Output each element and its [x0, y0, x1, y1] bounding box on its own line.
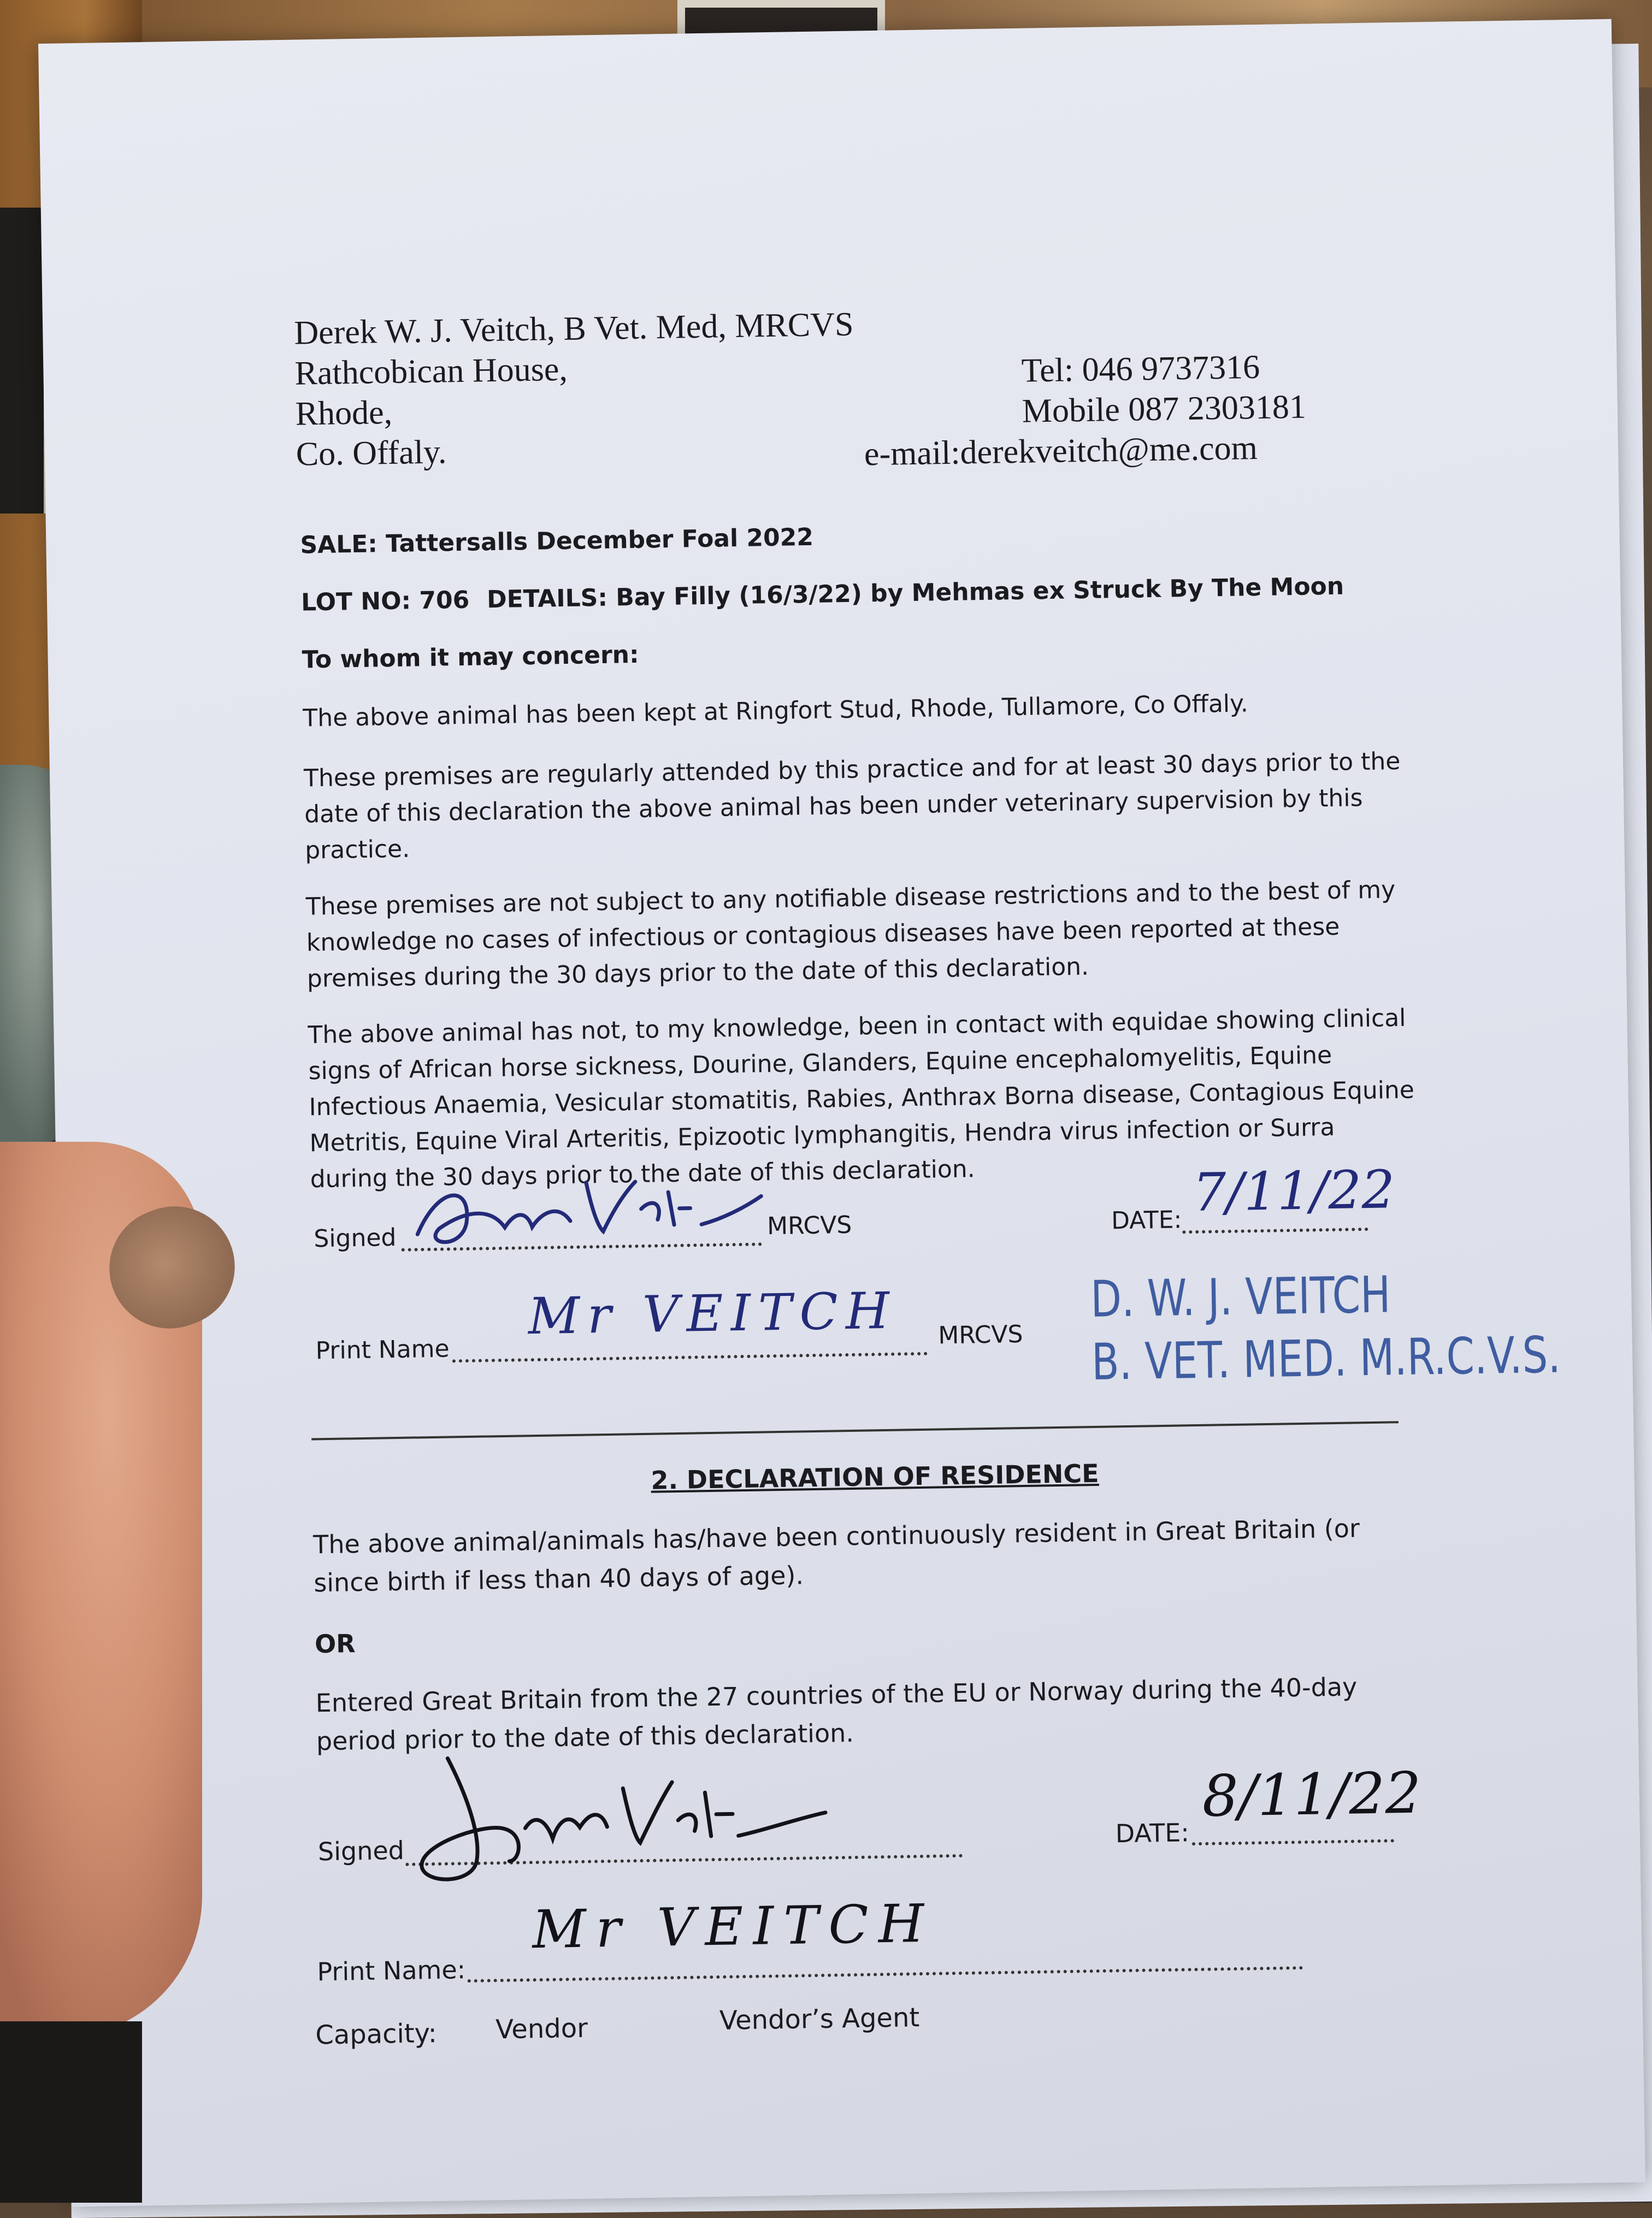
sale-line: SALE: Tattersalls December Foal 2022 — [300, 523, 814, 559]
section2-para1: The above animal/animals has/have been continuously resident in Great Britain (or since birth if less than 40 days of age). — [312, 1513, 1360, 1598]
paragraph-restrictions: These premises are not subject to any notifiable disease restrictions and to the best of my knowledge no cases of infectious or contagious diseases have been reported at these premises during the 30 days prior to the date of this declaration. — [305, 876, 1396, 993]
mrcvs-label-2: MRCVS — [937, 1320, 1023, 1350]
letterhead-email: e-mail:derekveitch@me.com — [864, 429, 1258, 473]
section2-or: OR — [314, 1629, 356, 1659]
date-label-2: DATE: — [1115, 1818, 1190, 1849]
signature-1 — [405, 1158, 768, 1256]
date-line-2 — [1192, 1828, 1394, 1845]
letterhead-address-2: Rhode, — [295, 393, 393, 433]
print-name-label-2: Print Name: — [317, 1955, 466, 1987]
signed-label-1: Signed — [314, 1223, 397, 1253]
section2-para2: Entered Great Britain from the 27 countries of the EU or Norway during the 40-day period prior to the date of this declaration. — [315, 1672, 1358, 1756]
salutation: To whom it may concern: — [302, 640, 639, 674]
capacity-vendors-agent: Vendor’s Agent — [719, 2002, 920, 2036]
wrist-sleeve — [0, 2021, 142, 2203]
letterhead-address-3: Co. Offaly. — [296, 433, 447, 473]
date-label-1: DATE: — [1111, 1206, 1182, 1235]
print-name-handwritten-2: Mr VEITCH — [532, 1892, 935, 1961]
letterhead-tel: Tel: 046 9737316 — [1021, 348, 1260, 390]
paragraph-supervision: These premises are regularly attended by this practice and for at least 30 days prior to the date of this declaration the above animal has been under veterinary supervision by this practice. — [303, 747, 1401, 865]
lot-details: DETAILS: Bay Filly (16/3/22) by Mehmas ex Struck By The Moon — [486, 572, 1344, 614]
print-name-line-2 — [467, 1955, 1303, 1983]
capacity-label: Capacity: — [315, 2018, 438, 2051]
letterhead-mobile: Mobile 087 2303181 — [1022, 388, 1307, 430]
signed-label-2: Signed — [317, 1835, 405, 1867]
date-handwritten-2: 8/11/22 — [1201, 1759, 1422, 1830]
print-name-line-1 — [452, 1341, 928, 1363]
stamp-line-2: B. VET. MED. M.R.C.V.S. — [1091, 1325, 1561, 1392]
document-sheet — [38, 19, 1645, 2207]
letterhead-address-1: Rathcobican House, — [294, 350, 568, 392]
mrcvs-label-1: MRCVS — [766, 1211, 852, 1241]
capacity-vendor: Vendor — [495, 2013, 588, 2045]
letterhead-name: Derek W. J. Veitch, B Vet. Med, MRCVS — [293, 305, 854, 352]
stamp-line-1: D. W. J. VEITCH — [1090, 1265, 1391, 1329]
lot-number: LOT NO: 706 — [300, 586, 470, 617]
paragraph-contact: The above animal has not, to my knowledge, been in contact with equidae showing clinical signs of African horse sickness, Dourine, Glanders, Equine encephalomyelitis, Equine Infectious Anaemia, Vesicular stomatitis, Rabies, Anthrax Borna disease, Contagious Equine Metritis, Equine Viral Arteritis, Epizootic lymphangitis, Hendra virus infection or Surra during the 30 days prior to the date of this declaration. — [308, 1004, 1415, 1194]
print-name-handwritten-1: Mr VEITCH — [527, 1281, 898, 1346]
section2-title: 2. DECLARATION OF RESIDENCE — [651, 1458, 1100, 1495]
signature-2 — [415, 1742, 832, 1890]
date-handwritten-1: 7/11/22 — [1192, 1159, 1396, 1224]
print-name-label-1: Print Name — [315, 1335, 450, 1365]
paragraph-kept-at: The above animal has been kept at Ringfort Stud, Rhode, Tullamore, Co Offaly. — [303, 689, 1249, 733]
section-divider — [311, 1421, 1399, 1440]
